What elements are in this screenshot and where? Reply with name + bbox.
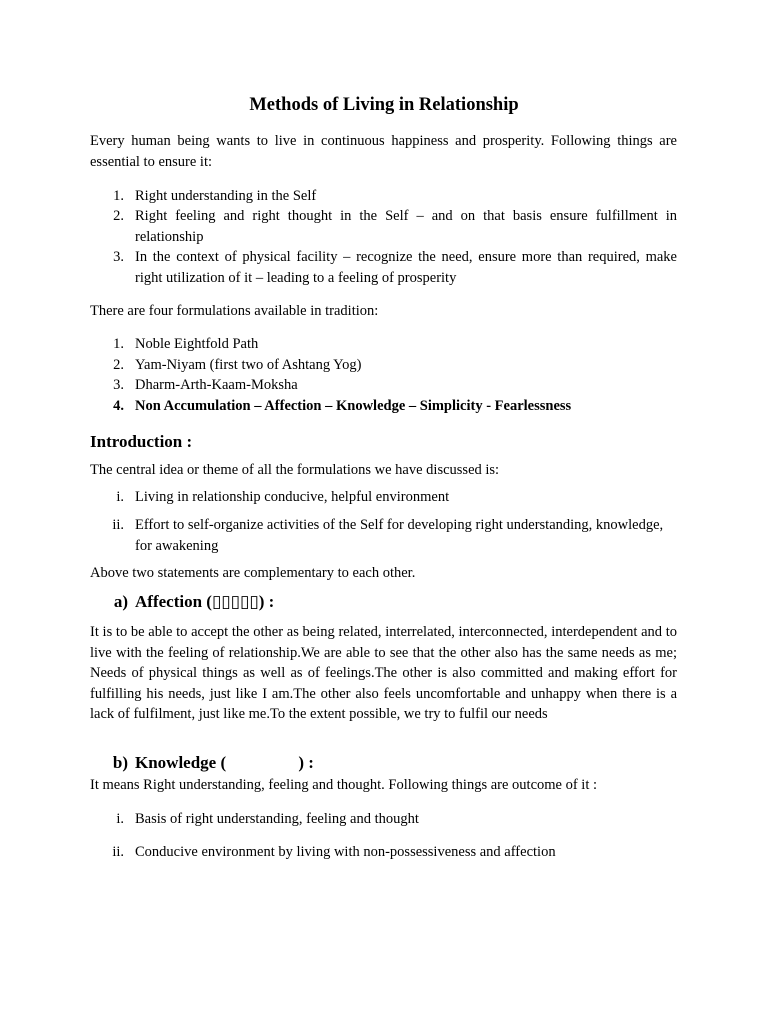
list-number: 1. (113, 188, 124, 204)
list-item (90, 809, 677, 830)
knowledge-lead: It means Right understanding, feeling and thought. Following things are outcome of it : (90, 777, 598, 793)
list-number: 4. (113, 398, 124, 414)
list-number: 3. (113, 377, 124, 393)
list-text: Dharm-Arth-Kaam-Moksha (135, 377, 298, 393)
list-item (90, 355, 677, 376)
list-item (90, 515, 677, 556)
list-text: Non Accumulation – Affection – Knowledge – Simplicity - Fearlessness (135, 398, 572, 414)
list-number: 2. (113, 208, 124, 224)
list-number: 1. (113, 336, 124, 352)
list-number: 2. (113, 357, 124, 373)
affection-paragraph: It is to be able to accept the other as being related, interrelated, interconnected, interdependent and to live with the feeling of relationship.We are able to see that the other also has the same needs as me; Needs of physical things as well as of feelings.The other is also committed and making effort for fulfilling his needs, just like I am.The other also feels uncomfortable and unhappy when there is a lack of fulfilment, just like me.To the extent possible, we try to fulfil our needs (90, 624, 677, 722)
list-item (90, 247, 677, 288)
list-text: Right feeling and right thought in the Self – and on that basis ensure fulfillment in relationship (135, 208, 677, 245)
list-number: i. (116, 811, 124, 827)
page-title: Methods of Living in Relationship (249, 95, 519, 115)
list-text: Yam-Niyam (first two of Ashtang Yog) (135, 357, 362, 373)
list-text: Basis of right understanding, feeling and thought (135, 811, 419, 827)
list-item (90, 206, 677, 247)
list-item (90, 396, 677, 417)
list-text: Conducive environment by living with non-possessiveness and affection (135, 844, 556, 860)
list-text: Living in relationship conducive, helpful environment (135, 489, 450, 505)
formulations-intro: There are four formulations available in tradition: (90, 303, 379, 319)
list-item (90, 487, 677, 508)
section-letter: b) (112, 753, 128, 772)
list-item (90, 334, 677, 355)
knowledge-heading (90, 752, 677, 774)
list-number: i. (116, 489, 124, 505)
introduction-lead: The central idea or theme of all the formulations we have discussed is: (90, 462, 500, 478)
list-item (90, 375, 677, 396)
list-item (90, 842, 677, 863)
list-number: 3. (113, 249, 124, 265)
list-text: Noble Eightfold Path (135, 336, 259, 352)
list-number: ii. (112, 517, 124, 533)
introduction-heading: Introduction : (90, 432, 193, 451)
list-text: Right understanding in the Self (135, 188, 317, 204)
list-text: In the context of physical facility – recognize the need, ensure more than required, make right utilization of it – leading to a feeling of prosperity (135, 249, 677, 286)
list-item (90, 186, 677, 207)
section-title: Affection (▯▯▯▯▯) : (135, 592, 275, 611)
introduction-closing: Above two statements are complementary to each other. (90, 565, 416, 581)
section-title: Knowledge ( ) : (135, 753, 314, 772)
list-text: Effort to self-organize activities of the Self for developing right understanding, knowledge, for awakening (135, 517, 664, 554)
list-number: ii. (112, 844, 124, 860)
section-letter: a) (113, 592, 128, 611)
intro-paragraph: Every human being wants to live in continuous happiness and prosperity. Following things are essential to ensure it: (90, 133, 677, 170)
affection-heading (90, 591, 677, 613)
